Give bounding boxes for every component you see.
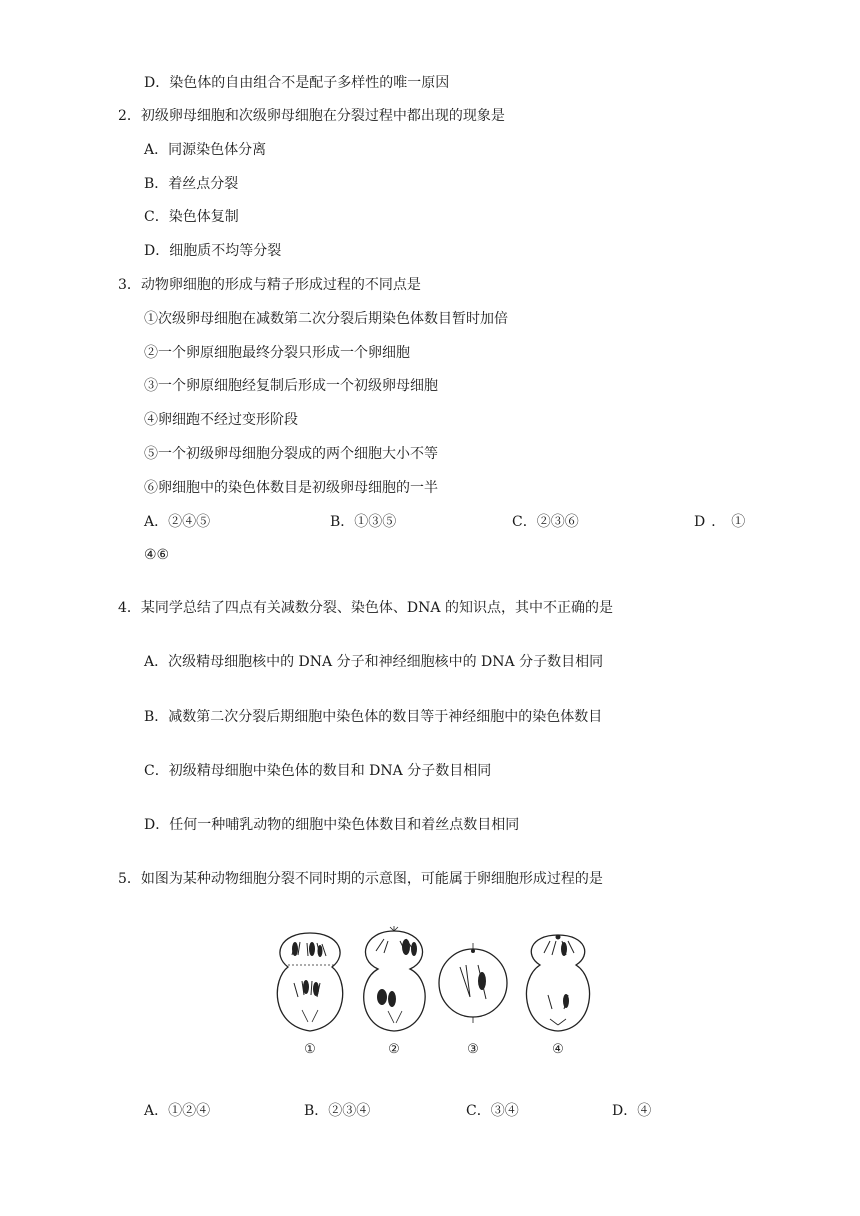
figure-label-4: ④ [552,1042,564,1057]
cell-4-drawing [526,935,589,1031]
q1-option-d: D．染色体的自由组合不是配子多样性的唯一原因 [144,75,450,91]
figure-label-1: ① [304,1042,316,1057]
figure-label-3: ③ [467,1042,479,1057]
q3-option-b: B．①③⑤ [330,514,397,530]
cell-division-figure [268,925,598,1060]
q2-option-b: B．着丝点分裂 [144,176,239,192]
q3-statement-1: ①次级卵母细胞在减数第二次分裂后期染色体数目暂时加倍 [144,311,508,327]
q2-option-d: D．细胞质不均等分裂 [144,243,282,259]
cell-2-drawing [364,926,425,1031]
cell-3-drawing [439,943,507,1023]
q5-option-b: B．②③④ [304,1103,371,1119]
q5-option-c: C．③④ [466,1103,519,1119]
q2-option-c: C．染色体复制 [144,209,239,225]
q3-stem: 3．动物卵细胞的形成与精子形成过程的不同点是 [118,277,421,293]
q2-option-a: A．同源染色体分离 [144,142,267,158]
q4-option-a: A．次级精母细胞核中的 DNA 分子和神经细胞核中的 DNA 分子数目相同 [144,654,604,670]
q4-option-d: D．任何一种哺乳动物的细胞中染色体数目和着丝点数目相同 [144,817,520,833]
figure-label-2: ② [388,1042,400,1057]
q3-option-a: A．②④⑤ [144,514,211,530]
q3-statement-4: ④卵细跑不经过变形阶段 [144,412,298,428]
q3-option-d-continued: ④⑥ [144,547,170,563]
q3-statement-2: ②一个卵原细胞最终分裂只形成一个卵细胞 [144,345,410,361]
q3-option-d: D．① [694,514,752,530]
q2-stem: 2．初级卵母细胞和次级卵母细胞在分裂过程中都出现的现象是 [118,108,505,124]
q5-option-a: A．①②④ [144,1103,211,1119]
q3-statement-6: ⑥卵细胞中的染色体数目是初级卵母细胞的一半 [144,480,438,496]
q4-option-b: B．减数第二次分裂后期细胞中染色体的数目等于神经细胞中的染色体数目 [144,709,603,725]
q3-option-c: C．②③⑥ [512,514,579,530]
q4-option-c: C．初级精母细胞中染色体的数目和 DNA 分子数目相同 [144,763,492,779]
q5-option-d: D．④ [612,1103,652,1119]
q4-stem: 4．某同学总结了四点有关减数分裂、染色体、DNA 的知识点，其中不正确的是 [118,600,613,616]
q3-statement-3: ③一个卵原细胞经复制后形成一个初级卵母细胞 [144,378,438,394]
q3-statement-5: ⑤一个初级卵母细胞分裂成的两个细胞大小不等 [144,446,438,462]
q5-stem: 5．如图为某种动物细胞分裂不同时期的示意图，可能属于卵细胞形成过程的是 [118,871,603,887]
